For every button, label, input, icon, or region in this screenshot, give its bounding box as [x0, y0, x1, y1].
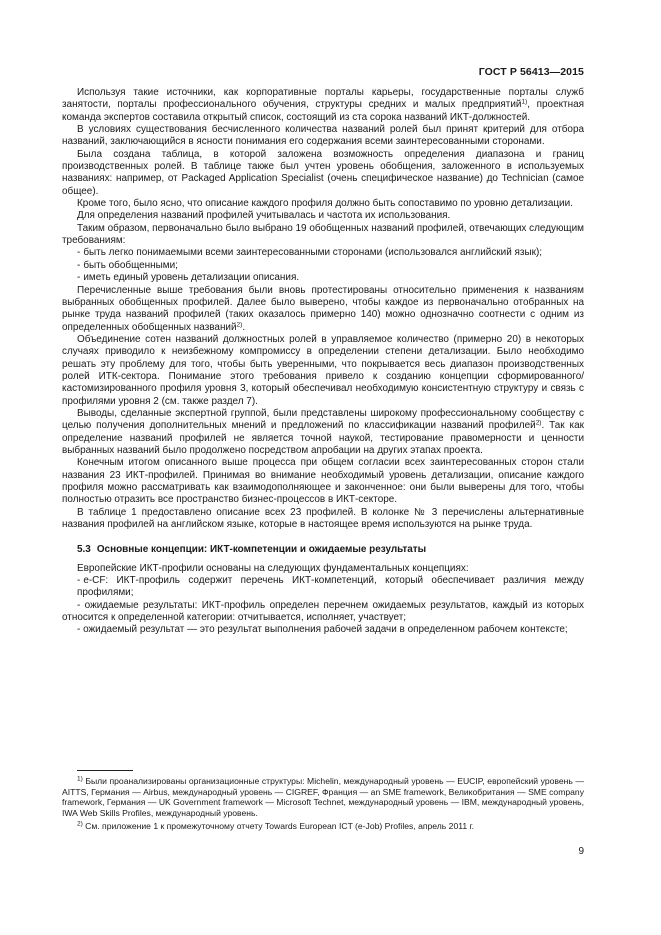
paragraph: Используя такие источники, как корпоративные порталы карьеры, государственные порталы служб занятости, порталы профессионального обучения, структуры средних и малых предприятий$^{1)}$, проектная команда экспертов составила открытый список, состоящий из ста сорока названий ИКТ-должностей.: [62, 87, 585, 123]
footnote-ref: 2): [236, 321, 243, 329]
page-number: 9: [578, 846, 584, 857]
list-item: - ожидаемый результат — это результат выполнения рабочей задачи в определенном рабочем контексте;: [77, 624, 568, 636]
footnote: $^{1)}$ Были проанализированы организационные структуры: Michelin, международный уровень — EUCIP, европейский уровень — AITTS, Германия — Airbus, международный уровень — CIGREF, Франция — an SME framework, Великобритания — SME company framework, Германия — UK Government framework — Microsoft Technet, международный уровень — IBM, международный уровень, IWA Web Skills Profiles, международный уровень.: [62, 775, 584, 818]
paragraph: В условиях существования бесчисленного количества названий ролей был принят критерий для отбора названий, заключающийся в ясности понимания его содержания всеми заинтересованными сторонами.: [62, 124, 584, 148]
footnote-ref: 2): [535, 419, 542, 427]
paragraph: Для определения названий профилей учитывалась и частота их использования.: [77, 210, 451, 222]
list-item: - иметь единый уровень детализации описания.: [77, 272, 300, 284]
paragraph: Объединение сотен названий должностных ролей в управляемое количество (примерно 20) в некоторых случаях приводило к неизбежному компромиссу в определении степени детализации. Было необходимо решать эту проблему для того, чтобы быть уверенными, что покрывается весь диапазон производственных ролей ИТК-сектора. Понимание этого требования привело к созданию концепции сформированного/кастомизированного профиля уровня 3, который обеспечивал необходимую консистентную структуру и связь с профилями уровня 2 (см. также раздел 7).: [62, 333, 584, 407]
paragraph: Таким образом, первоначально было выбрано 19 обобщенных названий профилей, отвечающих следующим требованиям:: [62, 222, 584, 247]
footnotes: [62, 776, 584, 835]
list-item: - ожидаемые результаты: ИКТ-профиль определен перечнем ожидаемых результатов, каждый из которых относится к определенной категории: отчитывается, исполняет, участвует;: [62, 599, 584, 624]
paragraph: Была создана таблица, в которой заложена возможность определения диапазона и границ производственных ролей. В таблице также был учтен уровень обобщения, заложенного в используемых названиях: например, от Packaged Application Specialist (очень специфическое название) до Technician (самое общее).: [62, 148, 584, 197]
paragraph: Выводы, сделанные экспертной группой, были представлены широкому профессиональному сообществу с целью получения дополнительных мнений и предложений по классификации названий профилей$^{2)}$. Так как определение названий профилей не является точной наукой, тестирование правомерности и ценности выбранных названий было продолжено посредством апробации на других этапах проекта.: [62, 407, 584, 456]
paragraph: Европейские ИКТ-профили основаны на следующих фундаментальных концепциях:: [77, 562, 469, 574]
paragraph: Перечисленные выше требования были вновь протестированы относительно применения к названиям выбранных обобщенных профилей. Далее было выверено, чтобы каждое из первоначально отобранных на рынке труда названий профилей (таких оказалось примерно 140) можно однозначно соотнести с одним из определенных обобщенных названий$^{2)}$.: [62, 284, 584, 333]
paragraph: В таблице 1 предоставлено описание всех 23 профилей. В колонке № 3 перечислены альтернативные названия профилей на английском языке, которые в настоящее время используются на рынке труда.: [62, 506, 584, 531]
footnote: $^{2)}$ См. приложение 1 к промежуточному отчету Towards European ICT (e-Job) Profiles, апрель 2011 г.: [77, 820, 475, 832]
document-body: [62, 87, 584, 637]
list-item: - быть обобщенными;: [77, 259, 178, 271]
list-item: - быть легко понимаемыми всеми заинтересованными сторонами (использовался английский язык);: [77, 247, 543, 259]
footnote-ref: 1): [521, 98, 528, 106]
standard-header: ГОСТ Р 56413—2015: [478, 66, 584, 78]
footnote-divider: [77, 770, 133, 771]
paragraph: Кроме того, было ясно, что описание каждого профиля должно быть сопоставимо по уровню детализации.: [77, 198, 573, 210]
section-heading: 5.3 Основные концепции: ИКТ-компетенции и ожидаемые результаты: [77, 544, 427, 556]
list-item: - e-CF: ИКТ-профиль содержит перечень ИКТ-компетенций, который обеспечивает различия между профилями;: [77, 575, 584, 599]
paragraph: Конечным итогом описанного выше процесса при общем согласии всех заинтересованных сторон стали названия 23 ИКТ-профилей. Принимая во внимание необходимый уровень детализации, описание каждого профиля можно рассматривать как взаимодополняющее и законченное: они были выверены для того, чтобы полностью отразить все пространство бизнес-процессов в ИКТ-секторе.: [62, 457, 584, 506]
